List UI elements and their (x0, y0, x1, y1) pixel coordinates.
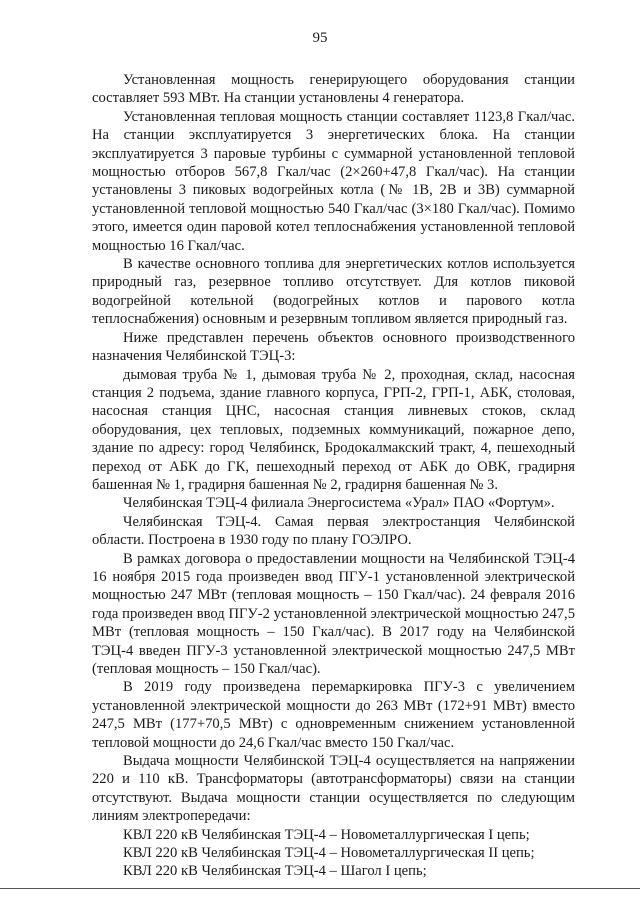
paragraph-tec4-heading: Челябинская ТЭЦ-4 филиала Энергосистема «Урал» ПАО «Фортум». (123, 495, 555, 512)
paragraph-tec4-history: Челябинская ТЭЦ-4. Самая первая электростанция Челябинской области. Построена в 1930 году по плану ГОЭЛРО. (92, 513, 575, 549)
paragraph-pgu3-remarking: В 2019 году произведена перемаркировка ПГУ-3 с увеличением установленной электрической мощности до 263 МВт (172+91 МВт) вместо 247,5 МВт (177+70,5 МВт) с одновременным снижением установленной тепловой мощности до 24,6 Гкал/час вместо 150 Гкал/час. (92, 679, 575, 751)
page-number: 95 (312, 30, 328, 46)
paragraph-objects-intro: Ниже представлен перечень объектов основного производственного назначения Челябинской ТЭЦ-3: (92, 329, 575, 365)
paragraph-generating-capacity: Установленная мощность генерирующего оборудования станции составляет 593 МВт. На станции установлены 4 генератора. (92, 72, 575, 107)
power-line-item: КВЛ 220 кВ Челябинская ТЭЦ-4 – Новометаллургическая II цепь; (123, 845, 535, 862)
paragraph-thermal-capacity: Установленная тепловая мощность станции составляет 1123,8 Гкал/час. На станции эксплуатируется 3 энергетических блока. На станции эксплуатируется 3 паровые турбины с суммарной установленной тепловой мощностью отборов 567,8 Гкал/час (2×260+47,8 Гкал/час). На станции установлены 3 пиковых водогрейных котла (№ 1В, 2В и 3В) суммарной установленной тепловой мощностью 540 Гкал/час (3×180 Гкал/час). Помимо этого, имеется один паровой котел теплоснабжения установленной тепловой мощностью 16 Гкал/час. (92, 108, 575, 254)
paragraph-pgu-commissioning: В рамках договора о предоставлении мощности на Челябинской ТЭЦ-4 16 ноября 2015 года произведен ввод ПГУ-1 установленной электрической мощностью 247 МВт (тепловая мощность – 150 Гкал/час). 24 февраля 2016 года произведен ввод ПГУ-2 установленной электрической мощностью 247,5 МВт (тепловая мощность – 150 Гкал/час). В 2017 году на Челябинской ТЭЦ-4 введен ПГУ-3 установленной электрической мощностью 247,5 МВт (тепловая мощность – 150 Гкал/час). (92, 550, 575, 677)
paragraph-power-output: Выдача мощности Челябинской ТЭЦ-4 осуществляется на напряжении 220 и 110 кВ. Трансформаторы (автотрансформаторы) связи на станции отсутствуют. Выдача мощности станции осуществляется по следующим линиям электропередачи: (92, 753, 575, 825)
power-line-item: КВЛ 220 кВ Челябинская ТЭЦ-4 – Шагол I цепь; (123, 863, 427, 880)
paragraph-objects-list: дымовая труба № 1, дымовая труба № 2, проходная, склад, насосная станция 2 подъема, здание главного корпуса, ГРП-2, ГРП-1, АБК, столовая, насосная станция ЦНС, насосная станция ливневых стоков, склад оборудования, цех тепловых, подземных коммуникаций, пожарное депо, здание по адресу: город Челябинск, Бродокалмакский тракт, 4, пешеходный переход от АБК до ГК, пешеходный переход от АБК до ОВК, градирня башенная № 1, градирня башенная № 2, градирня башенная № 3. (92, 366, 575, 493)
power-line-item: КВЛ 220 кВ Челябинская ТЭЦ-4 – Новометаллургическая I цепь; (123, 826, 530, 843)
document-body (92, 71, 575, 881)
bottom-rule (0, 888, 640, 889)
paragraph-fuel: В качестве основного топлива для энергетических котлов используется природный газ, резервное топливо отсутствует. Для котлов пиковой водогрейной котельной (водогрейных котлов и парового котла теплоснабжения) основным и резервным топливом является природный газ. (92, 256, 575, 328)
